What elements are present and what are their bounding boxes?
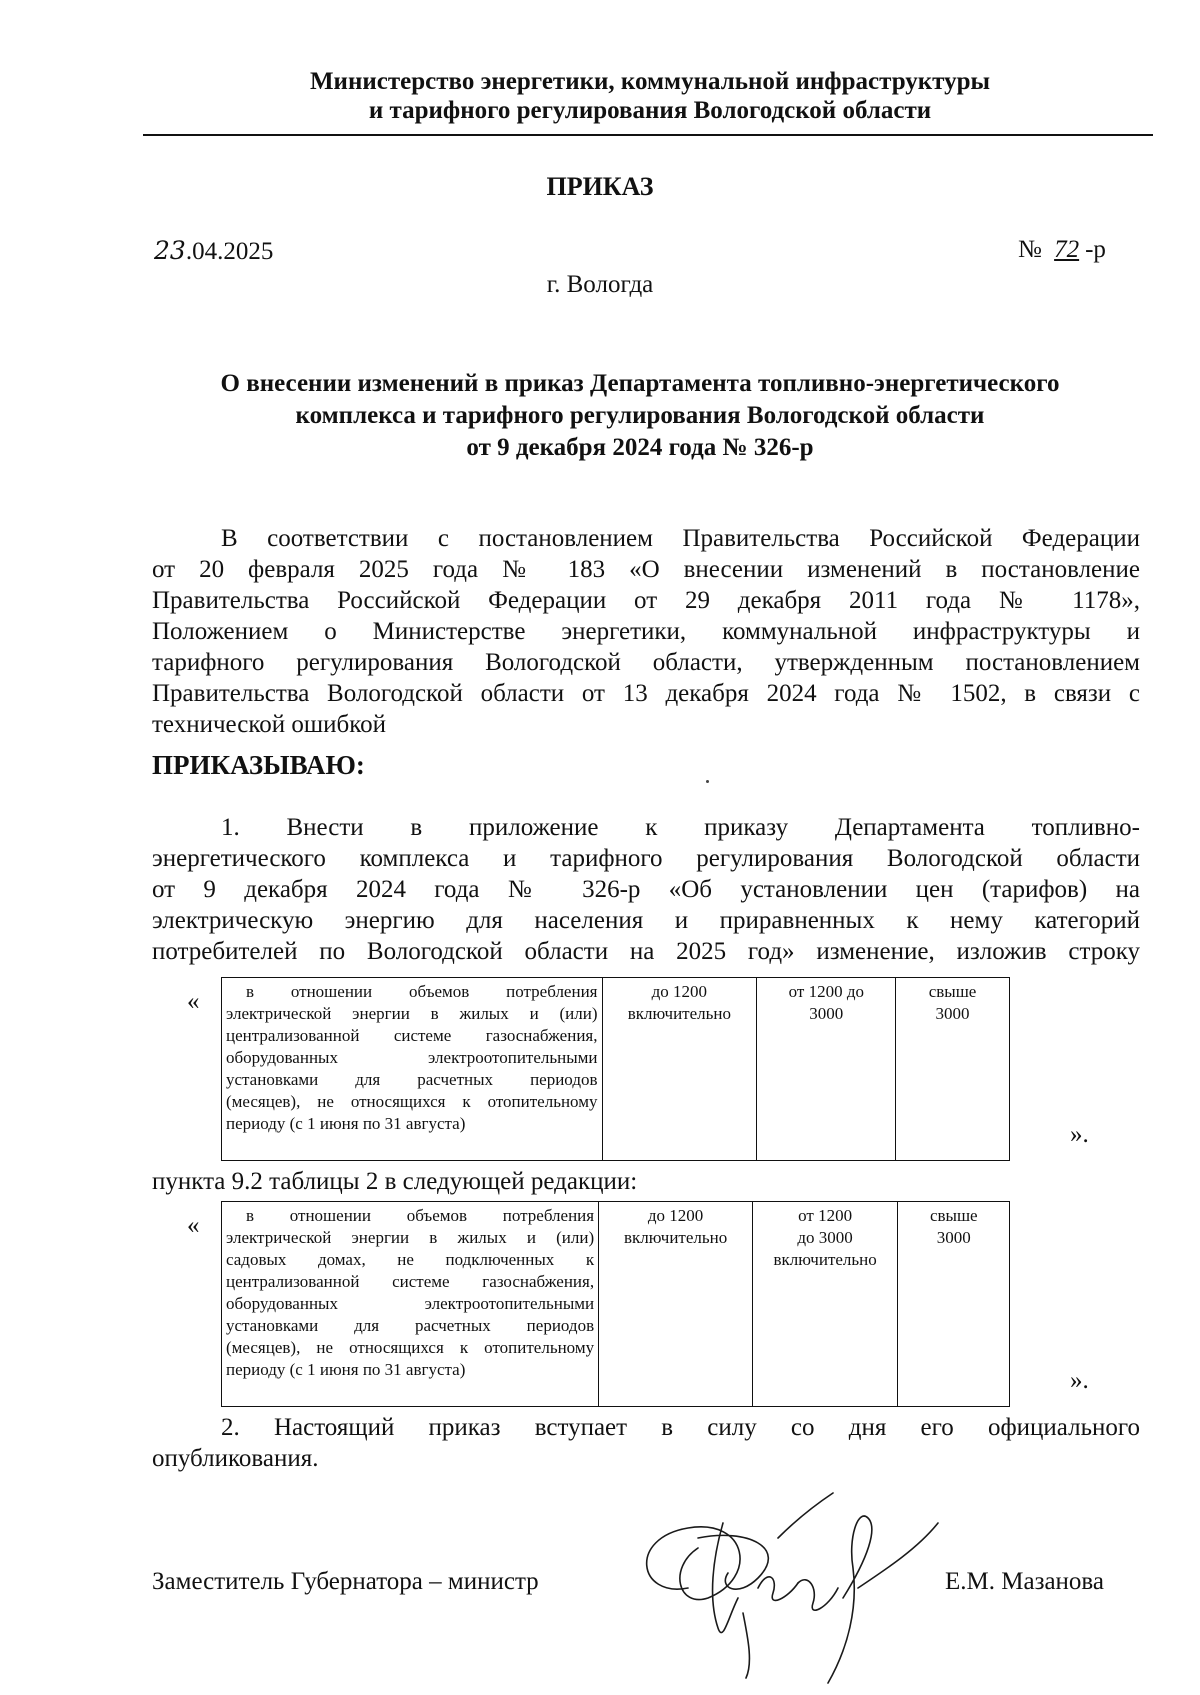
preamble-line: технической ошибкой [152,711,386,738]
ministry-name-line2: и тарифного регулирования Вологодской области [368,97,932,124]
preamble-line: Правительства Вологодской области от 13 декабря 2024 года № 1502, в связи с [152,680,1140,707]
order-word: ПРИКАЗЫВАЮ: [152,750,365,780]
cell-line: свыше [929,1206,978,1225]
volume-range-3 [898,1202,1010,1407]
empty-cell [1010,1202,1064,1407]
quote-close-new: ». [1070,1367,1089,1394]
subject-heading [150,368,1130,464]
transition-text: пункта 9.2 таблицы 2 в следующей редакции: [152,1168,638,1195]
ministry-name-line1: Министерство энергетики, коммунальной инфраструктуры [309,68,991,95]
item-1-line: электрическую энергию для населения и приравненных к нему категорий [152,907,1140,934]
number-handwritten: 72 [1054,236,1080,263]
city: г. Вологда [546,271,654,298]
item-2-line: 2. Настоящий приказ вступает в силу со дня его официального [221,1414,1140,1441]
document-date [154,236,273,266]
volume-range-2 [753,1202,898,1407]
preamble-line: тарифного регулирования Вологодской области, утвержденным постановлением [152,649,1140,676]
cell-line: (месяцев), не относящихся к отопительному [226,1092,598,1111]
row-description [222,1202,599,1407]
subject-line: О внесении изменений в приказ Департамента топливно-энергетического [220,370,1060,397]
preamble-line: В соответствии с постановлением Правительства Российской Федерации [221,525,1140,552]
cell-line: периоду (с 1 июня по 31 августа) [226,1360,466,1379]
subject-line: от 9 декабря 2024 года № 326-р [466,434,814,461]
cell-line: свыше [928,982,977,1001]
row-description [222,978,603,1161]
preamble-line: Правительства Российской Федерации от 29 декабря 2011 года № 1178», [152,587,1140,614]
item-1-line: 1. Внести в приложение к приказу Департамента топливно- [221,814,1140,841]
cell-line: 3000 [936,1228,971,1247]
table-row [222,978,1065,1161]
signer-position: Заместитель Губернатора – министр [152,1568,539,1595]
scan-speck [706,780,709,783]
cell-line: установками для расчетных периодов [226,1070,598,1089]
number-prefix: № [1018,236,1042,263]
preamble-line: от 20 февраля 2025 года № 183 «О внесении изменений в постановление [152,556,1140,583]
cell-line: 3000 [935,1004,970,1023]
cell-line: периоду (с 1 июня по 31 августа) [226,1114,466,1133]
volume-range-1 [602,978,757,1161]
cell-line: в отношении объемов потребления [246,1206,595,1225]
cell-line: в отношении объемов потребления [246,982,598,1001]
cell-line: включительно [623,1228,728,1247]
item-2-paragraph [152,1412,1140,1474]
handwritten-signature [628,1478,948,1693]
preamble-paragraph [152,523,1140,740]
item-1-line: потребителей по Вологодской области на 2025 год» изменение, изложив строку [152,938,1140,965]
volume-range-3 [896,978,1009,1161]
document-type: ПРИКАЗ [546,172,654,201]
document-number [1018,236,1106,264]
cell-line: электрической энергии в жилых и (или) [226,1004,598,1023]
quote-open-new: « [187,1212,200,1239]
cell-line: включительно [627,1004,731,1023]
item-2-line: опубликования. [152,1445,319,1472]
preamble-line: Положением о Министерстве энергетики, коммунальной инфраструктуры и [152,618,1140,645]
quote-close-old: ». [1070,1121,1089,1148]
date-day-handwritten: 23 [154,236,186,265]
table-row [222,1202,1065,1407]
quote-open-old: « [187,988,200,1015]
cell-line: электрической энергии в жилых и (или) [226,1228,595,1247]
date-rest: .04.2025 [185,238,274,265]
number-suffix: -р [1085,236,1106,263]
cell-line: до 1200 [647,1206,704,1225]
cell-line: 3000 [809,1004,844,1023]
item-1-line: энергетического комплекса и тарифного регулирования Вологодской области [152,845,1140,872]
volume-range-1 [599,1202,753,1407]
tariff-table-old [221,977,1064,1161]
cell-line: установками для расчетных периодов [226,1316,595,1335]
cell-line: от 1200 до [788,982,864,1001]
cell-line: централизованной системе газоснабжения, [226,1272,595,1291]
item-1-line: от 9 декабря 2024 года № 326-р «Об установлении цен (тарифов) на [152,876,1140,903]
cell-line: от 1200 [798,1206,853,1225]
cell-line: оборудованных электроотопительными [226,1048,598,1067]
cell-line: (месяцев), не относящихся к отопительному [226,1338,595,1357]
header-rule [143,134,1153,136]
cell-line: до 3000 [797,1228,853,1247]
cell-line: оборудованных электроотопительными [226,1294,595,1313]
cell-line: централизованной системе газоснабжения, [226,1026,598,1045]
volume-range-2 [757,978,896,1161]
tariff-table-new [221,1201,1064,1407]
subject-line: комплекса и тарифного регулирования Вологодской области [295,402,985,429]
signer-name: Е.М. Мазанова [945,1568,1104,1595]
cell-line: включительно [773,1250,877,1269]
cell-line: до 1200 [651,982,708,1001]
empty-cell [1009,978,1064,1161]
cell-line: садовых домах, не подключенных к [226,1250,595,1269]
item-1-paragraph [152,812,1140,967]
